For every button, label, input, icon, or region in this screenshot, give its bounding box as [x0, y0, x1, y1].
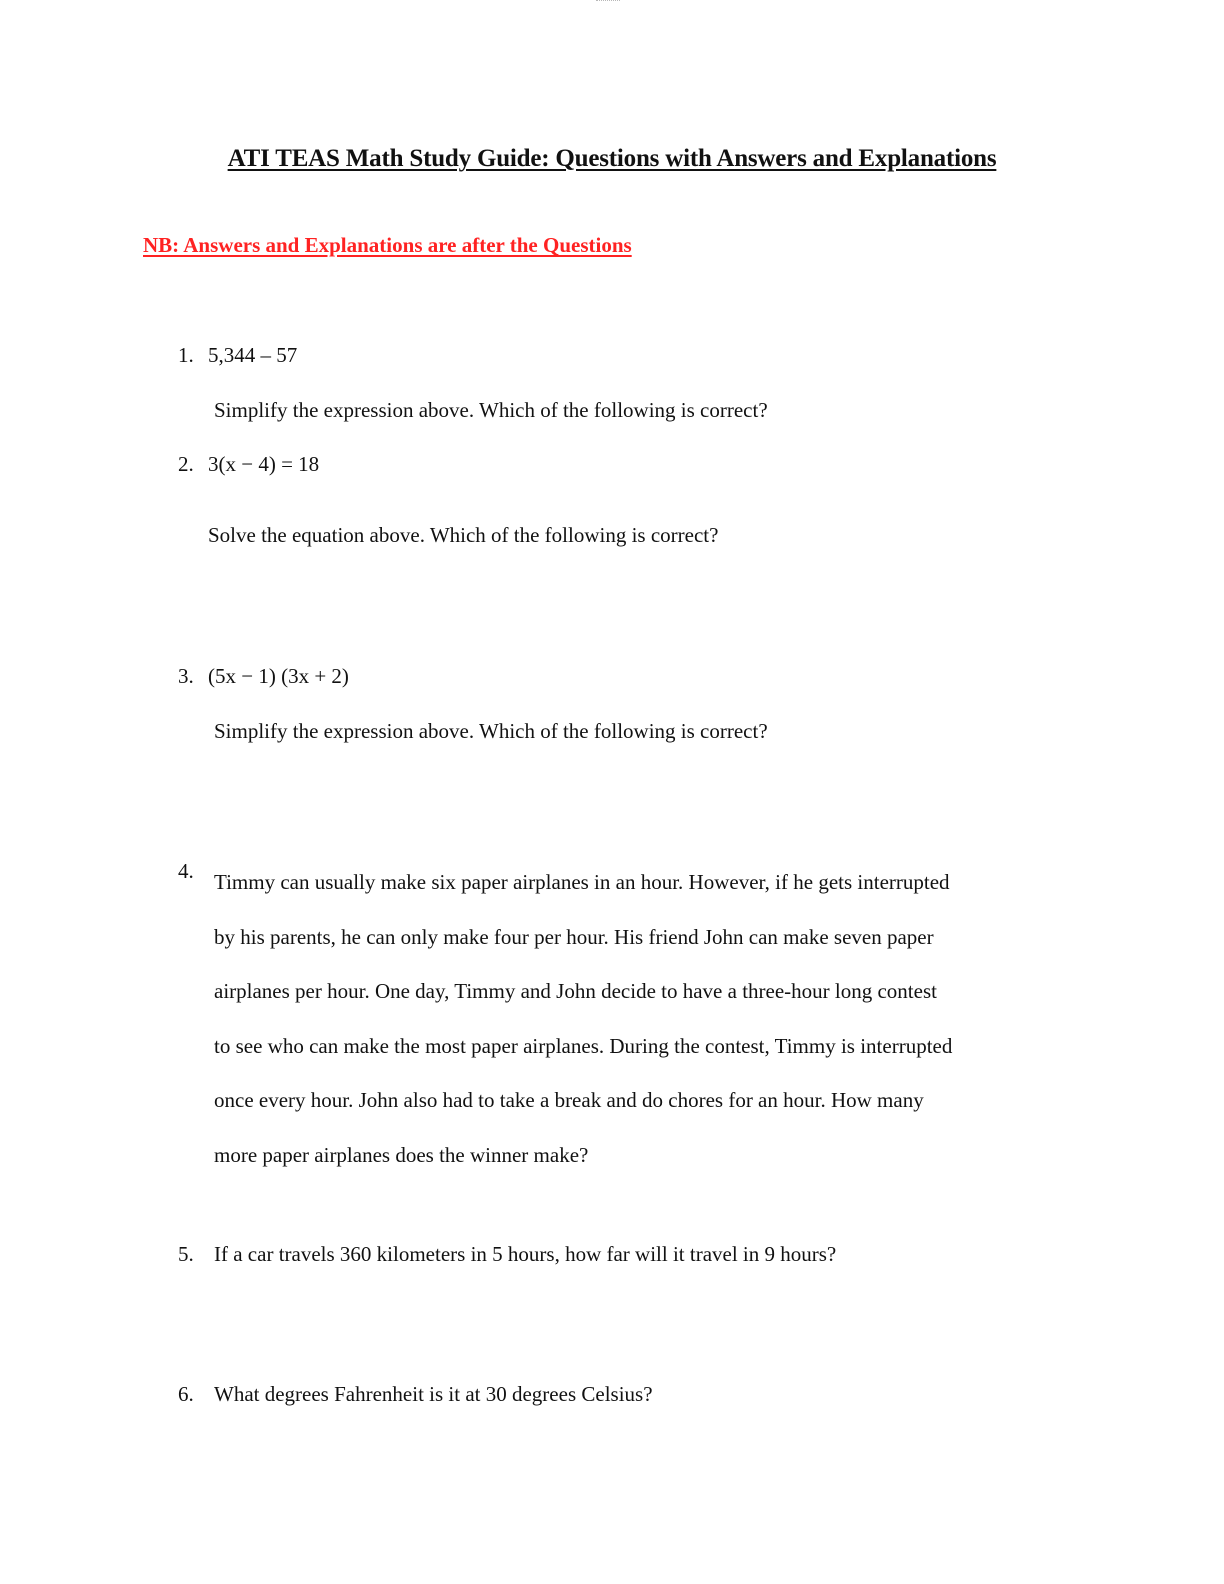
question-number: 1.	[178, 343, 194, 367]
question-5	[178, 1239, 1078, 1269]
question-4-text	[214, 855, 1074, 1183]
question-4-number	[178, 856, 208, 886]
question-4-line: once every hour. John also had to take a break and do chores for an hour. How many	[214, 1088, 924, 1113]
question-number: 4.	[178, 859, 194, 883]
question-number: 5.	[178, 1242, 194, 1266]
question-4-line: by his parents, he can only make four per hour. His friend John can make seven paper	[214, 924, 934, 949]
question-3-instruction: Simplify the expression above. Which of the following is correct?	[214, 719, 768, 743]
question-1	[178, 340, 1078, 370]
question-text: 5,344 – 57	[208, 343, 298, 367]
question-2	[178, 449, 1078, 479]
question-2-instruction: Solve the equation above. Which of the following is correct?	[208, 523, 719, 547]
question-4-line: to see who can make the most paper airplanes. During the contest, Timmy is interrupted	[214, 1033, 953, 1058]
question-text: What degrees Fahrenheit is it at 30 degrees Celsius?	[214, 1382, 653, 1406]
question-4-line: Timmy can usually make six paper airplanes in an hour. However, if he gets interrupted	[214, 870, 950, 894]
question-text: 3(x − 4) = 18	[208, 452, 320, 476]
note-text: NB: Answers and Explanations are after the Questions	[143, 233, 632, 257]
question-1-instruction: Simplify the expression above. Which of the following is correct?	[214, 398, 768, 422]
question-3	[178, 661, 1078, 691]
document-title: ATI TEAS Math Study Guide: Questions with Answers and Explanations	[227, 145, 997, 172]
header-mark	[596, 0, 620, 4]
question-4-line: airplanes per hour. One day, Timmy and John decide to have a three-hour long contest	[214, 979, 937, 1004]
question-4-line: more paper airplanes does the winner make?	[214, 1142, 589, 1167]
question-text: (5x − 1) (3x + 2)	[208, 664, 349, 688]
question-number: 2.	[178, 452, 194, 476]
question-number: 3.	[178, 664, 194, 688]
question-number: 6.	[178, 1382, 194, 1406]
question-6	[178, 1379, 1078, 1409]
question-text: If a car travels 360 kilometers in 5 hours, how far will it travel in 9 hours?	[214, 1242, 837, 1266]
